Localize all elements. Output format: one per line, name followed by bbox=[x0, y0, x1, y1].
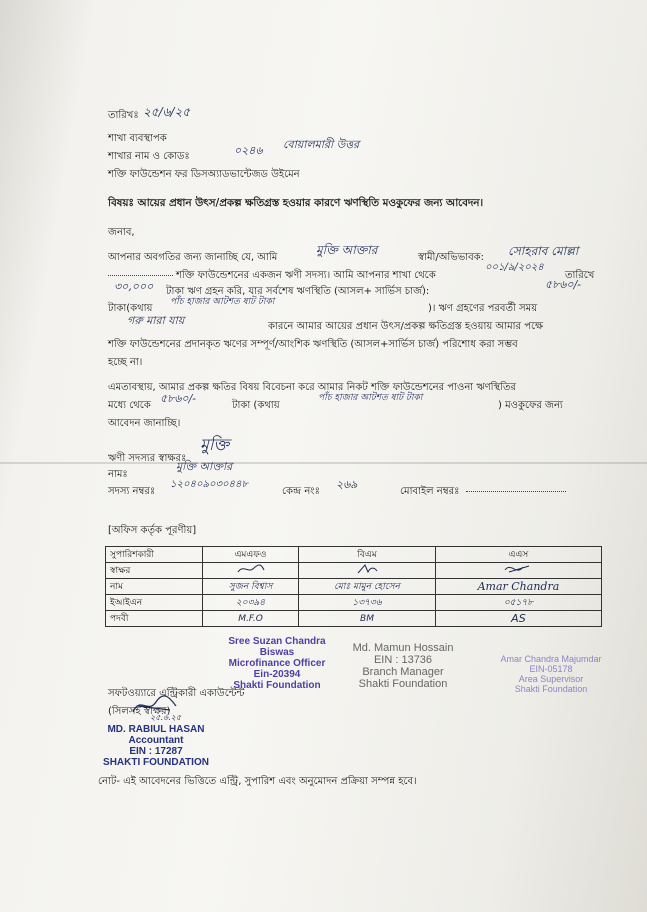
bm-name: মোঃ মামুন হোসেন bbox=[299, 579, 436, 595]
branch-label: শাখার নাম ও কোডঃ bbox=[108, 151, 190, 162]
accounts-label: সফটওয়্যারে এন্ট্রিকারী একাউন্টেন্ট bbox=[108, 688, 245, 699]
mfo-designation: M.F.O bbox=[202, 611, 298, 627]
date-value: ২৫/৬/২৫ bbox=[143, 105, 191, 119]
center-no-label: কেন্দ্র নংঃ bbox=[282, 486, 320, 497]
mfo-ein: ২০৩৯৪ bbox=[202, 595, 298, 611]
stamp-line: EIN : 17287 bbox=[129, 746, 183, 757]
accountant-stamp bbox=[96, 724, 216, 768]
body-text: মধ্যে থেকে bbox=[108, 400, 151, 411]
member-no-label: সদস্য নম্বরঃ bbox=[108, 486, 156, 497]
stamp-line: MD. RABIUL HASAN bbox=[107, 724, 205, 735]
as-name: Amar Chandra bbox=[435, 579, 601, 595]
balance-words-hand: পাঁচ হাজার আটশত ষাট টাকা bbox=[170, 297, 275, 307]
subject-line: বিষয়ঃ আয়ের প্রধান উৎস/প্রকল্প ক্ষতিগ্রস্ত হওয়ার কারণে ঋণস্থিতি মওকুফের জন্য আবেদন। bbox=[108, 197, 484, 209]
table-row bbox=[106, 563, 602, 579]
stamp-line: Branch Manager bbox=[362, 666, 444, 678]
member-name-hand: মুক্তি আক্তার bbox=[316, 243, 378, 257]
table-row bbox=[106, 579, 602, 595]
table-row bbox=[106, 611, 602, 627]
member-name-value: মুক্তি আক্তার bbox=[176, 460, 233, 473]
table-row bbox=[106, 547, 602, 563]
row-label: পদবী bbox=[106, 611, 203, 627]
stamp-line: Microfinance Officer bbox=[228, 658, 326, 669]
body-text: আপনার অবগতির জন্য জানাচ্ছি যে, আমি bbox=[108, 252, 278, 263]
mfo-stamp bbox=[216, 636, 338, 691]
body-text: স্বামী/অভিভাবক: bbox=[418, 252, 485, 263]
table-header-cell: সুপারিশকারী bbox=[106, 547, 203, 563]
body-text: ) মওকুফের জন্য bbox=[498, 400, 563, 411]
body-text: শক্তি ফাউন্ডেশনের প্রদানকৃত ঋণের সম্পূর্ণ/আংশিক ঋণস্থিতি (আসল+সার্ভিস চার্জ) পরিশোধ করা সম্ভব bbox=[108, 339, 518, 350]
body-text: এমতাবস্থায়, আমার প্রকল্প ক্ষতির বিষয় বিবেচনা করে আমার নিকট শক্তি ফাউন্ডেশনের পাওনা ঋণস্থিতির bbox=[108, 382, 517, 393]
signature-cell bbox=[202, 563, 298, 579]
balance-hand: ৫৮৬০/- bbox=[545, 278, 582, 291]
member-signature: মুক্তি bbox=[200, 435, 230, 454]
body-text: টাকা ঋণ গ্রহন করি, যার সর্বশেষ ঋণস্থিতি (আসল+ সার্ভিস চার্জ): bbox=[166, 286, 430, 297]
signature-cell bbox=[299, 563, 436, 579]
stamp-line: Md. Mamun Hossain bbox=[352, 642, 454, 654]
stamp-line: Accountant bbox=[128, 735, 184, 746]
mfo-name: সুজন বিশ্বাস bbox=[202, 579, 298, 595]
footer-note: নোট- এই আবেদনের ভিত্তিতে এন্ট্রি, সুপারিশ এবং অনুমোদন প্রক্রিয়া সম্পন্ন হবে। bbox=[98, 776, 417, 787]
bm-ein: ১৩৭৩৬ bbox=[299, 595, 436, 611]
mobile-label: মোবাইল নম্বরঃ bbox=[400, 486, 460, 497]
body-text: আবেদন জানাচ্ছি। bbox=[108, 418, 181, 429]
table-header-cell: বিএম bbox=[299, 547, 436, 563]
member-no-value: ১২০৪০৯০৩০৪৪৮ bbox=[170, 479, 248, 490]
paper-fold bbox=[0, 462, 647, 464]
table-row bbox=[106, 595, 602, 611]
mfo-signature bbox=[236, 564, 266, 574]
member-sig-label: ঋণী সদস্যর স্বাক্ষরঃ bbox=[108, 453, 187, 464]
bm-designation: BM bbox=[299, 611, 436, 627]
stamp-line: EIN-05178 bbox=[529, 664, 573, 674]
salutation: জনাব, bbox=[108, 227, 135, 238]
stamp-line: Shakti Foundation bbox=[514, 684, 588, 694]
body-text: টাকা (কথায় bbox=[232, 400, 280, 411]
blank-dots bbox=[108, 275, 173, 276]
recipient-title: শাখা ব্যবস্থাপক bbox=[108, 133, 167, 144]
as-designation: AS bbox=[435, 611, 601, 627]
as-signature bbox=[503, 564, 533, 574]
body-text: কারনে আমার আয়ের প্রধান উৎস/প্রকল্প ক্ষতিগ্রস্ত হওয়ায় আমার পক্ষে bbox=[268, 321, 544, 332]
as-stamp bbox=[492, 654, 610, 694]
member-name-label: নামঃ bbox=[108, 469, 128, 480]
bm-stamp bbox=[344, 642, 462, 690]
loan-amount-hand: ৩০,০০০ bbox=[114, 280, 154, 293]
body-text: টাকা(কথায় bbox=[108, 303, 153, 314]
signature-cell bbox=[435, 563, 601, 579]
body-text: )। ঋণ গ্রহণের পরবর্তী সময় bbox=[428, 303, 538, 314]
branch-code: ০২৪৬ bbox=[234, 144, 263, 157]
blank-dots bbox=[466, 491, 566, 492]
table-header-cell: এএস bbox=[435, 547, 601, 563]
stamp-line: SHAKTI FOUNDATION bbox=[103, 757, 209, 768]
stamp-line: Area Supervisor bbox=[518, 674, 584, 684]
row-label: নাম bbox=[106, 579, 203, 595]
body-text: তারিখে bbox=[565, 270, 595, 281]
table-header-cell: এমএফও bbox=[202, 547, 298, 563]
loan-date-hand: ০০১/৯/২০২৪ bbox=[485, 262, 544, 273]
stamp-line: Sree Suzan Chandra Biswas bbox=[228, 636, 326, 658]
branch-name: বোয়ালমারী উত্তর bbox=[283, 138, 360, 151]
row-label: ইআইএন bbox=[106, 595, 203, 611]
center-no-value: ২৬৯ bbox=[336, 478, 358, 491]
office-caption: [অফিস কর্তৃক পূরণীয়] bbox=[108, 525, 197, 536]
bm-signature bbox=[355, 564, 379, 574]
stamp-line: Shakti Foundation bbox=[233, 680, 321, 691]
stamp-line: EIN : 13736 bbox=[373, 654, 433, 666]
guardian-name-hand: সোহরাব মোল্লা bbox=[508, 244, 579, 258]
as-ein: ০৫১৭৮ bbox=[435, 595, 601, 611]
organization-name: শক্তি ফাউন্ডেশন ফর ডিসঅ্যাডভান্টেজড উইমেন bbox=[108, 169, 300, 180]
body-text: হচ্ছে না। bbox=[108, 357, 143, 368]
waiver-words-hand: পাঁচ হাজার আটশত ষাট টাকা bbox=[318, 393, 423, 403]
waiver-amount-hand: ৫৮৬০/- bbox=[160, 392, 197, 405]
row-label: স্বাক্ষর bbox=[106, 563, 203, 579]
reason-hand: গরু মারা যায় bbox=[127, 314, 185, 327]
office-table bbox=[105, 546, 602, 627]
accounts-seal-label: (সিলসহ স্বাক্ষর) bbox=[108, 706, 171, 717]
body-text: শক্তি ফাউন্ডেশনের একজন ঋণী সদস্য। আমি আপনার শাখা থেকে bbox=[176, 270, 436, 281]
stamp-line: Shakti Foundation bbox=[358, 678, 448, 690]
accountant-sign-date: ২৫.৬.২৫ bbox=[150, 713, 182, 722]
stamp-line: Ein-20394 bbox=[253, 669, 301, 680]
date-label: তারিখঃ bbox=[108, 110, 139, 121]
stamp-line: Amar Chandra Majumdar bbox=[500, 654, 602, 664]
